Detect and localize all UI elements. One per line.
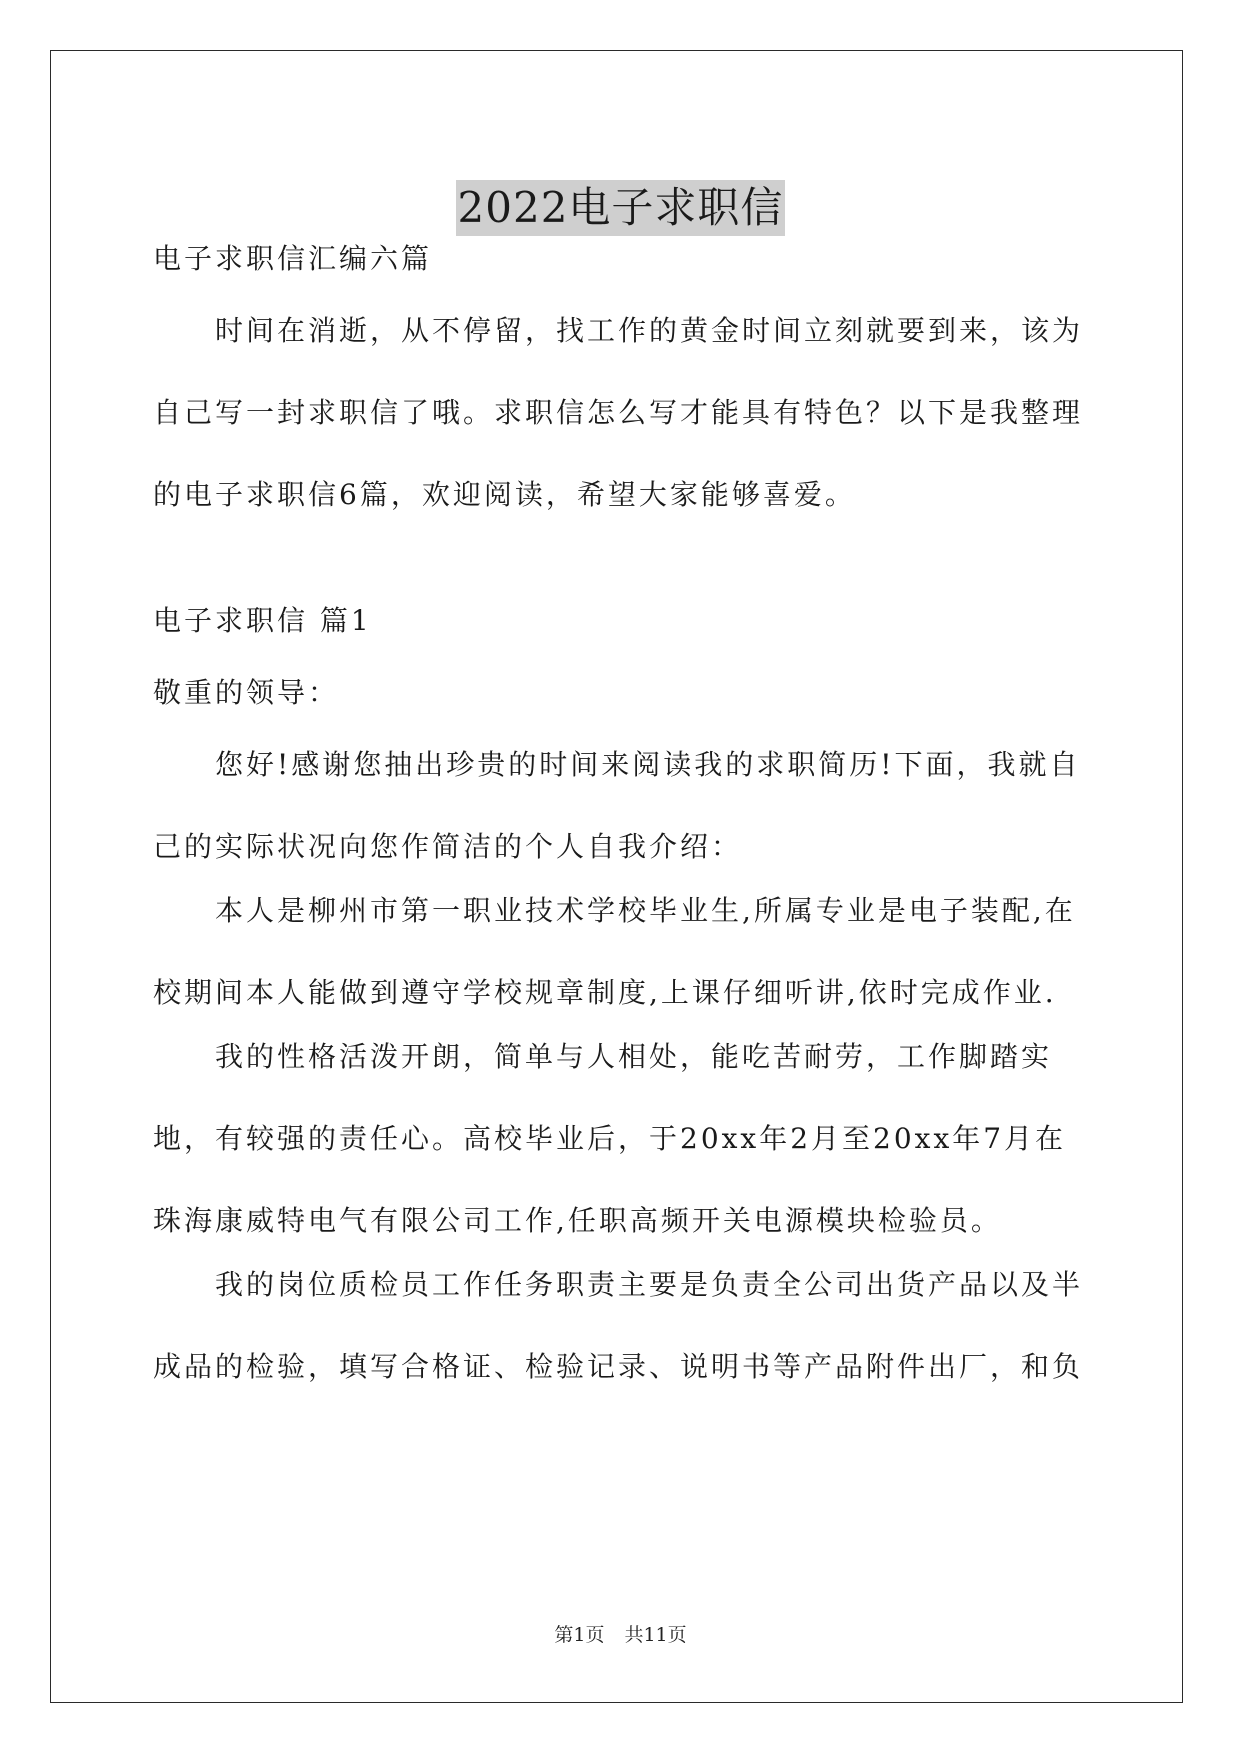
body-paragraph: 我的性格活泼开朗，简单与人相处，能吃苦耐劳，工作脚踏实地，有较强的责任心。高校毕业后，于20xx年2月至20xx年7月在珠海康威特电气有限公司工作,任职高频开关电源模块检验员。	[153, 1040, 1067, 1237]
page-total: 共11页	[624, 1624, 687, 1646]
body-paragraph: 您好!感谢您抽出珍贵的时间来阅读我的求职简历!下面，我就自己的实际状况向您作简洁的个人自我介绍：	[153, 748, 1081, 863]
document-title: 2022电子求职信	[456, 180, 786, 236]
document-subtitle: 电子求职信汇编六篇	[153, 242, 433, 275]
page-footer	[0, 1620, 1241, 1647]
salutation: 敬重的领导：	[153, 676, 340, 709]
section-heading: 电子求职信 篇1	[153, 604, 372, 637]
body-paragraph: 我的岗位质检员工作任务职责主要是负责全公司出货产品以及半成品的检验，填写合格证、检验记录、说明书等产品附件出厂，和负	[153, 1268, 1084, 1383]
body-paragraph: 本人是柳州市第一职业技术学校毕业生,所属专业是电子装配,在校期间本人能做到遵守学校规章制度,上课仔细听讲,依时完成作业.	[153, 894, 1076, 1009]
intro-paragraph: 时间在消逝，从不停留，找工作的黄金时间立刻就要到来，该为自己写一封求职信了哦。求职信怎么写才能具有特色？以下是我整理的电子求职信6篇，欢迎阅读，希望大家能够喜爱。	[153, 314, 1084, 511]
page-number: 第1页	[554, 1624, 605, 1646]
